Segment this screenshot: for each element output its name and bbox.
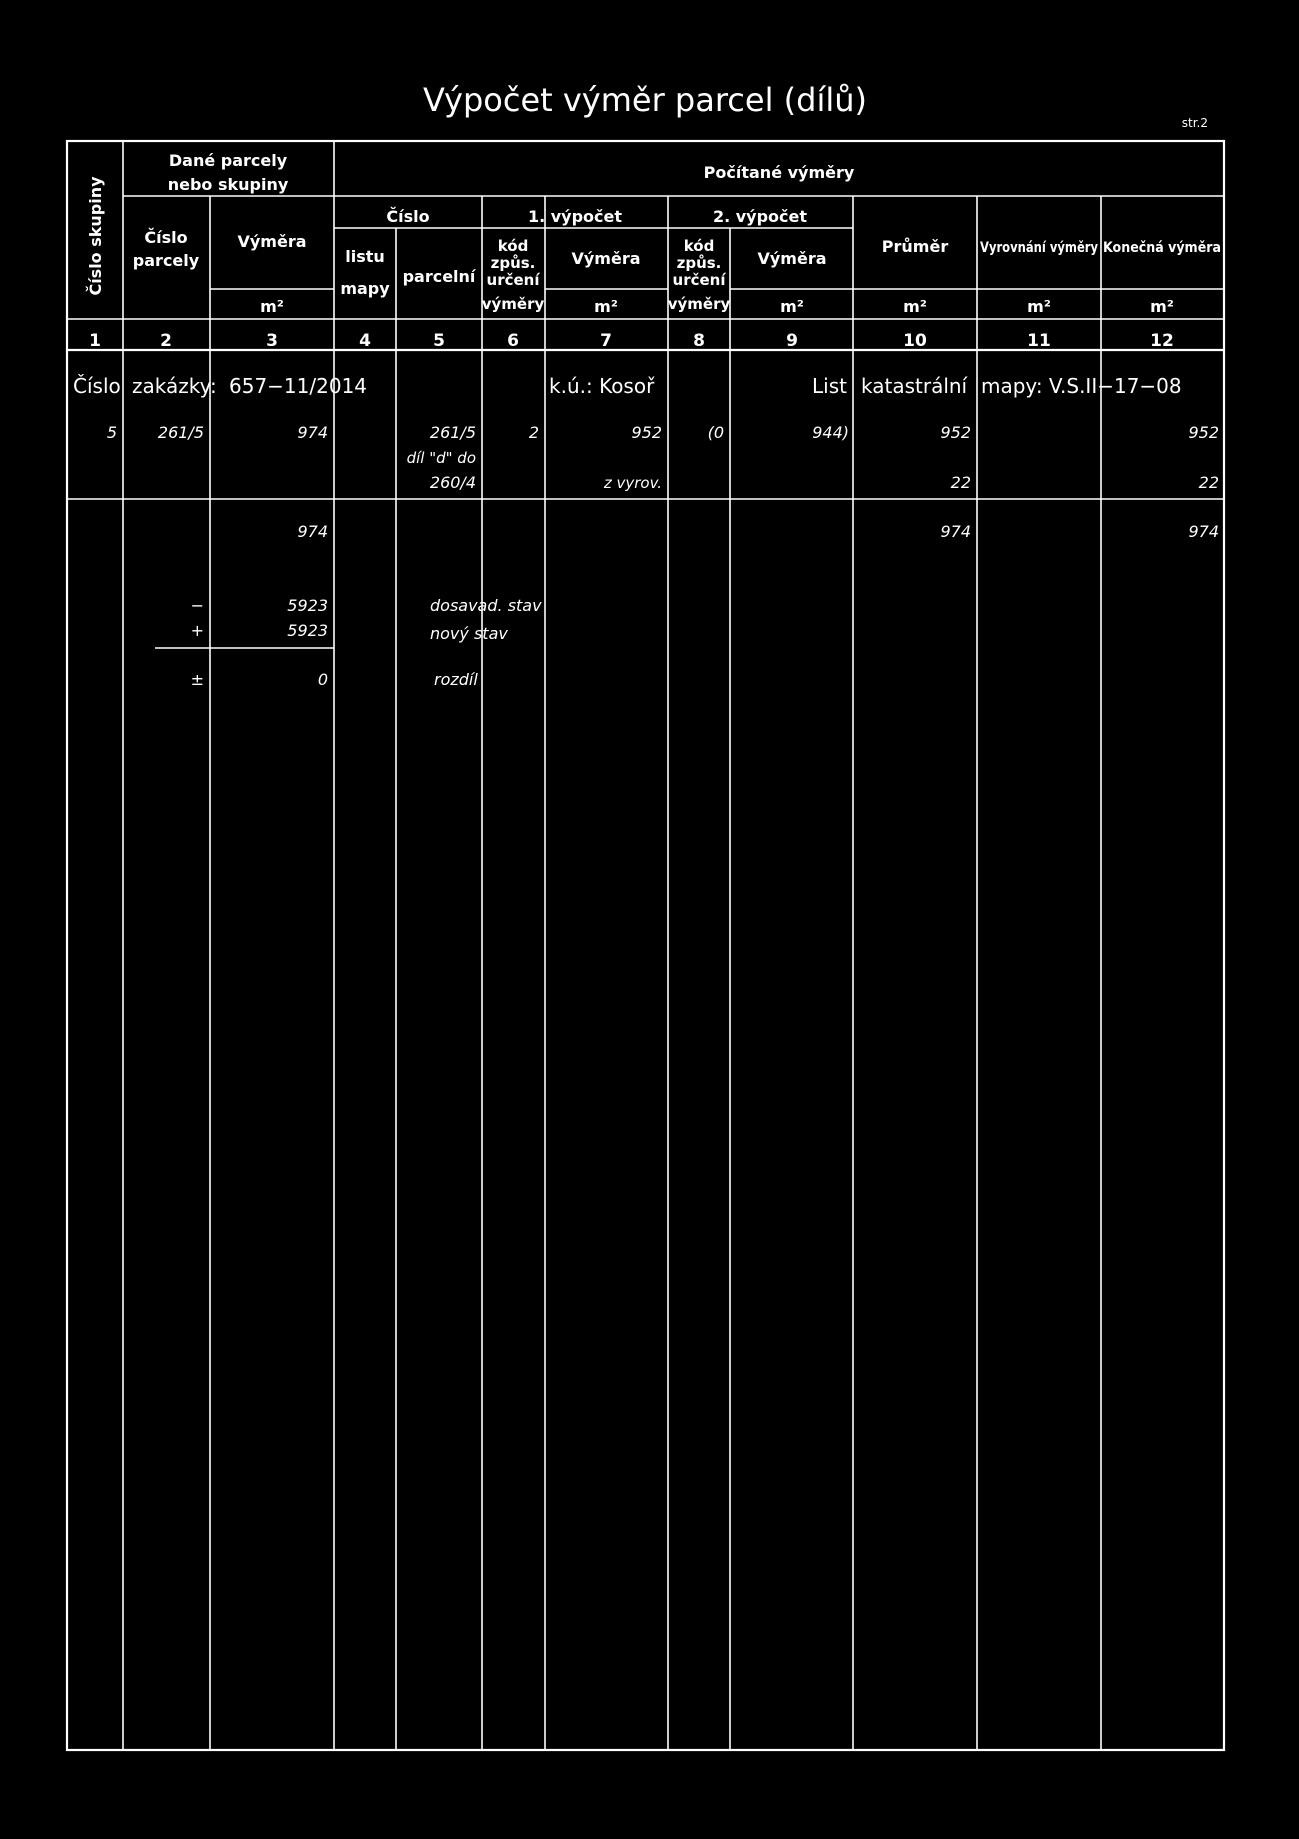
cell-code1: 2 (528, 423, 539, 442)
map-sheet-value: mapy: V.S.II−17−08 (981, 374, 1182, 398)
order-label-2: zakázky: (132, 374, 217, 398)
total-final: 974 (1188, 522, 1219, 541)
col-number: 10 (903, 331, 927, 351)
cell-final: 952 (1188, 423, 1219, 442)
header-code2-4: výměry (667, 295, 731, 313)
col-number: 3 (266, 331, 278, 351)
unit-col10: m² (903, 297, 927, 316)
map-sheet-label: List (812, 374, 847, 398)
header-code1-3: určení (486, 271, 540, 289)
header-sheet-2: mapy (340, 279, 390, 298)
header-average: Průměr (881, 237, 949, 256)
header-calc1: 1. výpočet (527, 207, 623, 226)
cell-area: 974 (297, 423, 328, 442)
header-code1-2: způs. (490, 254, 536, 272)
col-number: 12 (1150, 331, 1174, 351)
page-number: str.2 (1181, 116, 1208, 130)
summary-diff-value: 0 (317, 670, 328, 689)
summary-plus-value: 5923 (287, 621, 328, 640)
summary-plus-label: nový stav (430, 624, 508, 643)
page-title: Výpočet výměr parcel (dílů) (423, 81, 867, 119)
header-given-parcels: Dané parcely (168, 151, 288, 170)
cell-group: 5 (106, 423, 117, 442)
header-code1-4: výměry (481, 295, 545, 313)
col-number: 2 (160, 331, 172, 351)
header-adjustment: Vyrovnání výměry (980, 240, 1098, 256)
summary-minus-sign: − (190, 596, 204, 615)
total-average: 974 (940, 522, 971, 541)
col-number: 1 (89, 331, 101, 351)
col-number: 8 (693, 331, 705, 351)
header-given-parcels-2: nebo skupiny (167, 175, 289, 194)
unit-col9: m² (780, 297, 804, 316)
header-calc2: 2. výpočet (712, 207, 808, 226)
cell-average: 22 (950, 473, 971, 492)
header-parcel-number: Číslo (144, 228, 188, 247)
cell-area2: 944) (812, 423, 849, 442)
header-code2-3: určení (672, 271, 726, 289)
header-computed-areas: Počítané výměry (703, 163, 855, 182)
table-row (407, 449, 476, 467)
header-parcel-number-2: parcely (132, 251, 200, 270)
cell-average: 952 (940, 423, 971, 442)
summary-minus-label: dosavad. stav (430, 596, 542, 615)
header-code2: kód (683, 237, 715, 255)
map-sheet-label-2: katastrální (861, 374, 968, 398)
unit-col11: m² (1027, 297, 1051, 316)
summary-block (191, 596, 543, 689)
cell-parcel-no: díl "d" do (406, 449, 476, 467)
col-number: 4 (359, 331, 371, 351)
col-number: 6 (507, 331, 519, 351)
cell-area1: z vyrov. (603, 474, 662, 492)
cell-parcel: 261/5 (157, 423, 204, 442)
cell-area1: 952 (631, 423, 662, 442)
cell-parcel-no: 261/5 (429, 423, 476, 442)
totals-row (297, 522, 1219, 541)
summary-minus-value: 5923 (287, 596, 328, 615)
cell-parcel-no: 260/4 (429, 473, 476, 492)
summary-plus-sign: + (190, 621, 204, 640)
order-label: Číslo (73, 374, 121, 398)
header-final-area: Konečná výměra (1103, 240, 1221, 256)
info-line (73, 374, 1182, 398)
header-area-calc2: Výměra (757, 249, 827, 268)
total-area: 974 (297, 522, 328, 541)
cell-final: 22 (1198, 473, 1219, 492)
col-number: 5 (433, 331, 445, 351)
summary-diff-sign: ± (190, 670, 204, 689)
cadastral-area: k.ú.: Kosoř (549, 374, 655, 398)
col-number: 7 (600, 331, 612, 351)
col-number: 9 (786, 331, 798, 351)
header-code2-2: způs. (676, 254, 722, 272)
header-sheet: listu (345, 247, 385, 266)
unit-col3: m² (260, 297, 284, 316)
cell-code2: (0 (707, 423, 724, 442)
table-row (107, 423, 1219, 442)
order-value: 657−11/2014 (229, 374, 368, 398)
header-parcel: parcelní (402, 267, 476, 286)
header-number: Číslo (386, 207, 430, 226)
header-code1: kód (497, 237, 529, 255)
header-area: Výměra (237, 232, 307, 251)
unit-col12: m² (1150, 297, 1174, 316)
header-area-calc1: Výměra (571, 249, 641, 268)
header-group-number: Číslo skupiny (86, 176, 105, 296)
summary-diff-label: rozdíl (434, 670, 478, 689)
unit-col7: m² (594, 297, 618, 316)
col-number: 11 (1027, 331, 1051, 351)
column-numbers (89, 331, 1174, 351)
